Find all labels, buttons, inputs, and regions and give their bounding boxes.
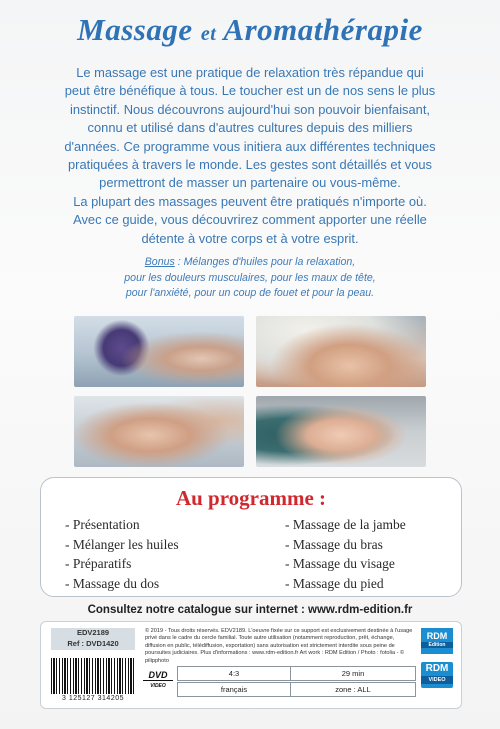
- programme-item: - Massage du dos: [65, 575, 160, 591]
- legal-notice: © 2019 - Tous droits réservés. EDV2189. L'oeuvre fixée sur ce support est exclusivement destinée à l'usage privé dans le cadre du cercle familial. Toute autre utilisation (notamment reproduction, prêt, échange, diffusion en public, télédiffusion, exportation) sans autorisation est strictement interdite sous peine de poursuites judiciaires. Plus d'informations : www.rdm-edition.fr Art work : RDM Edition / Photo : fotolia - © pilipphoto: [145, 628, 413, 664]
- language: français: [177, 682, 291, 697]
- region-zone: zone : ALL: [290, 682, 416, 697]
- programme-item: - Préparatifs: [65, 556, 132, 571]
- intro-line: d'années. Ce programme vous initiera aux différentes techniques: [64, 138, 436, 154]
- rdm-edition-text: RDM: [426, 631, 448, 641]
- bonus-label: Bonus: [144, 256, 175, 268]
- intro-line: permettront de masser un partenaire ou vous-même.: [99, 175, 401, 191]
- programme-list-right: [285, 515, 406, 593]
- intro-line: détente à votre corps et à votre esprit.: [141, 230, 359, 246]
- ref-dvd: Ref : DVD1420: [67, 638, 119, 648]
- programme-item: - Massage du bras: [285, 536, 383, 552]
- rdm-video-text: RDM: [425, 663, 449, 674]
- aspect-ratio: 4:3: [177, 666, 291, 681]
- programme-box: [40, 477, 462, 597]
- bonus-block: [56, 255, 444, 302]
- page-title: [0, 12, 500, 48]
- programme-list-left: [65, 515, 179, 593]
- duration: 29 min: [290, 666, 416, 681]
- title-connector: et: [200, 23, 217, 45]
- title-main: Massage: [77, 12, 193, 47]
- programme-title: Au programme :: [175, 486, 327, 510]
- intro-line: pratiquées à travers le monde. Les gestes sont détaillés et vous: [67, 157, 432, 173]
- programme-item: - Massage du visage: [285, 556, 395, 571]
- dvd-video-logo: [143, 670, 173, 691]
- catalogue-link: Consultez notre catalogue sur internet : www.rdm-edition.fr: [87, 604, 413, 616]
- intro-paragraph: [38, 64, 462, 248]
- programme-item: - Massage de la jambe: [285, 517, 406, 532]
- intro-line: instinctif. Nous découvrons aujourd'hui son pouvoir bienfaisant,: [69, 101, 431, 117]
- rdm-edition-sub: Edition: [421, 642, 453, 648]
- reference-box: [51, 628, 135, 650]
- intro-line: peut être bénéfique à tous. Le toucher est un de nos sens le plus: [64, 83, 436, 99]
- dvd-logo-text: DVD: [148, 670, 168, 680]
- dvd-logo-sub: VIDEO: [143, 680, 173, 691]
- programme-item: - Massage du pied: [285, 575, 384, 591]
- bonus-line: pour l'anxiété, pour un coup de fouet et pour la peau.: [125, 287, 375, 299]
- title-second: Aromathérapie: [223, 12, 423, 47]
- intro-line: La plupart des massages peuvent être pratiqués n'importe où.: [73, 193, 427, 209]
- programme-item: - Présentation: [65, 517, 140, 532]
- legal-footer: [40, 621, 462, 709]
- photo-face-massage: [256, 396, 426, 467]
- barcode-number: 3 125127 314205: [62, 695, 124, 702]
- bonus-text: : Mélanges d'huiles pour la relaxation,: [174, 256, 356, 268]
- intro-line: Le massage est une pratique de relaxation très répandue qui: [76, 65, 424, 80]
- ref-code: EDV2189: [76, 628, 110, 637]
- rdm-video-logo: [421, 662, 453, 688]
- rdm-edition-logo: [421, 628, 453, 654]
- bonus-line: pour les douleurs musculaires, pour les maux de tête,: [124, 271, 376, 284]
- rdm-video-sub: VIDEO: [421, 676, 453, 684]
- photo-leg-massage: [74, 396, 244, 467]
- programme-item: - Mélanger les huiles: [65, 536, 179, 552]
- intro-line: connu et utilisé dans d'autres cultures depuis des milliers: [87, 120, 413, 136]
- intro-line: Avec ce guide, vous découvrirez comment apporter une réelle: [73, 212, 427, 228]
- photo-back-massage: [256, 316, 426, 387]
- bonus-line: [56, 255, 444, 271]
- photo-oil-bottles: [74, 316, 244, 387]
- barcode: [51, 658, 135, 694]
